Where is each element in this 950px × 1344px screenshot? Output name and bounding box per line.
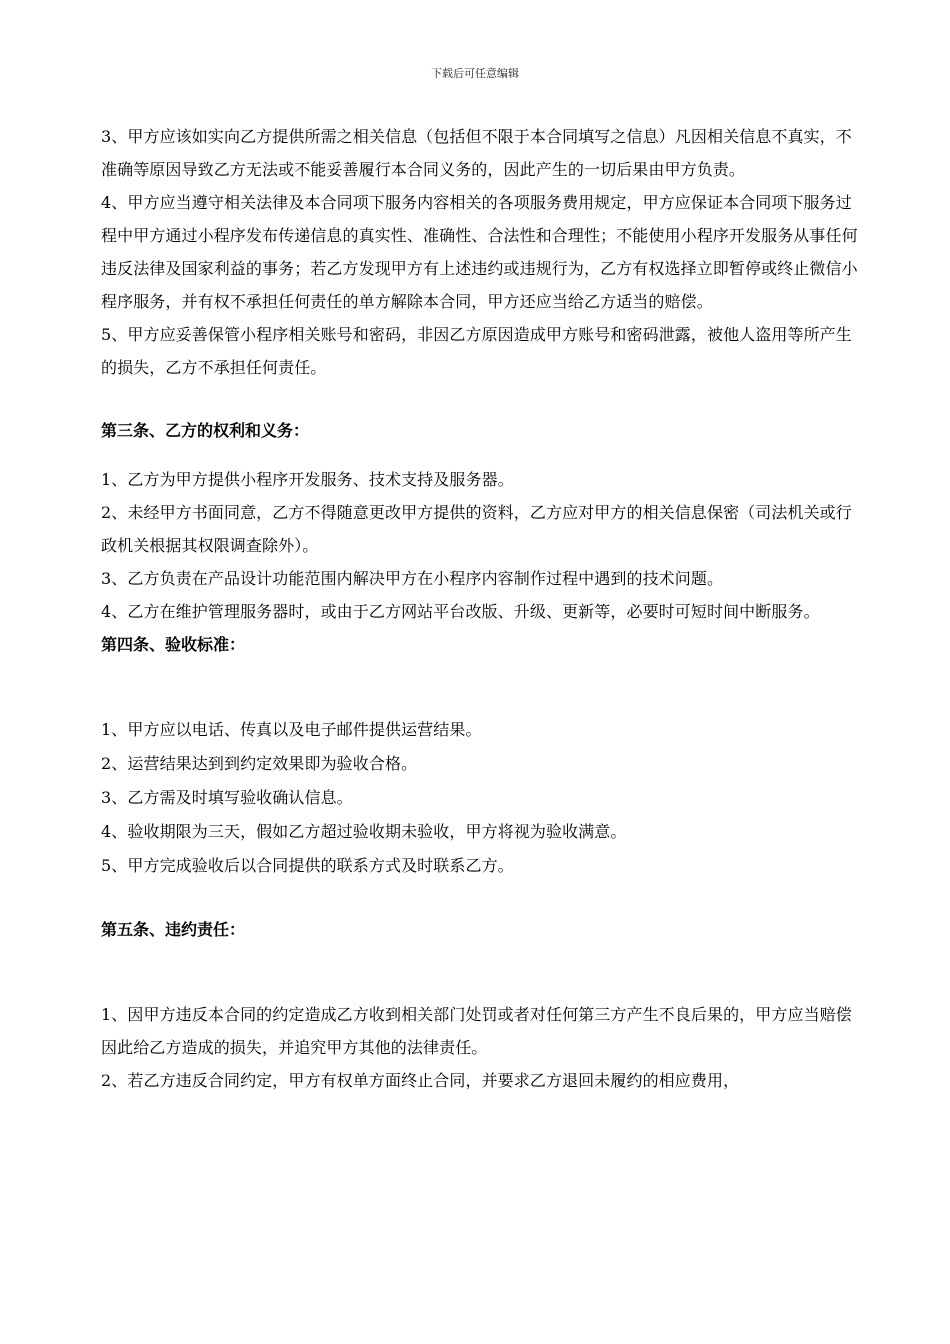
clause-2-3: 3、甲方应该如实向乙方提供所需之相关信息（包括但不限于本合同填写之信息）凡因相关信息不真实，不准确等原因导致乙方无法或不能妥善履行本合同义务的，因此产生的一切后果由甲方负责。 <box>101 127 852 179</box>
clause-4-4: 4、验收期限为三天，假如乙方超过验收期未验收，甲方将视为验收满意。 <box>101 822 627 841</box>
clause-5-1: 1、因甲方违反本合同的约定造成乙方收到相关部门处罚或者对任何第三方产生不良后果的，甲方应当赔偿因此给乙方造成的损失，并追究甲方其他的法律责任。 <box>101 1005 852 1057</box>
clause-3-4: 4、乙方在维护管理服务器时，或由于乙方网站平台改版、升级、更新等，必要时可短时间中断服务。 <box>101 602 820 621</box>
clause-2-5: 5、甲方应妥善保管小程序相关账号和密码，非因乙方原因造成甲方账号和密码泄露，被他人盗用等所产生的损失，乙方不承担任何责任。 <box>101 325 852 377</box>
section3-title: 第三条、乙方的权利和义务： <box>101 421 310 440</box>
clause-5-2: 2、若乙方违反合同约定，甲方有权单方面终止合同，并要求乙方退回未履约的相应费用， <box>101 1071 740 1090</box>
clause-3-2: 2、未经甲方书面同意，乙方不得随意更改甲方提供的资料，乙方应对甲方的相关信息保密（司法机关或行政机关根据其权限调查除外）。 <box>101 503 852 555</box>
section4-title: 第四条、验收标准： <box>101 635 246 654</box>
clause-4-5: 5、甲方完成验收后以合同提供的联系方式及时联系乙方。 <box>101 856 514 875</box>
section5-title: 第五条、违约责任： <box>101 920 246 939</box>
section3 <box>101 414 861 628</box>
section5 <box>101 913 861 1097</box>
clause-2-4: 4、甲方应当遵守相关法律及本合同项下服务内容相关的各项服务费用规定，甲方应保证本合同项下服务过程中甲方通过小程序发布传递信息的真实性、准确性、合法性和合理性；不能使用小程序开发服务从事任何违反法律及国家利益的事务；若乙方发现甲方有上述违约或违规行为，乙方有权选择立即暂停或终止微信小程序服务，并有权不承担任何责任的单方解除本合同，甲方还应当给乙方适当的赔偿。 <box>101 193 858 311</box>
section2-clauses <box>101 120 861 384</box>
clause-3-1: 1、乙方为甲方提供小程序开发服务、技术支持及服务器。 <box>101 470 514 489</box>
clause-4-2: 2、运营结果达到到约定效果即为验收合格。 <box>101 754 418 773</box>
clause-4-3: 3、乙方需及时填写验收确认信息。 <box>101 788 353 807</box>
document-body <box>101 120 861 1097</box>
clause-3-3: 3、乙方负责在产品设计功能范围内解决甲方在小程序内容制作过程中遇到的技术问题。 <box>101 569 724 588</box>
section4 <box>101 628 861 883</box>
page-header: 下载后可任意编辑 <box>431 67 519 80</box>
clause-4-1: 1、甲方应以电话、传真以及电子邮件提供运营结果。 <box>101 720 482 739</box>
